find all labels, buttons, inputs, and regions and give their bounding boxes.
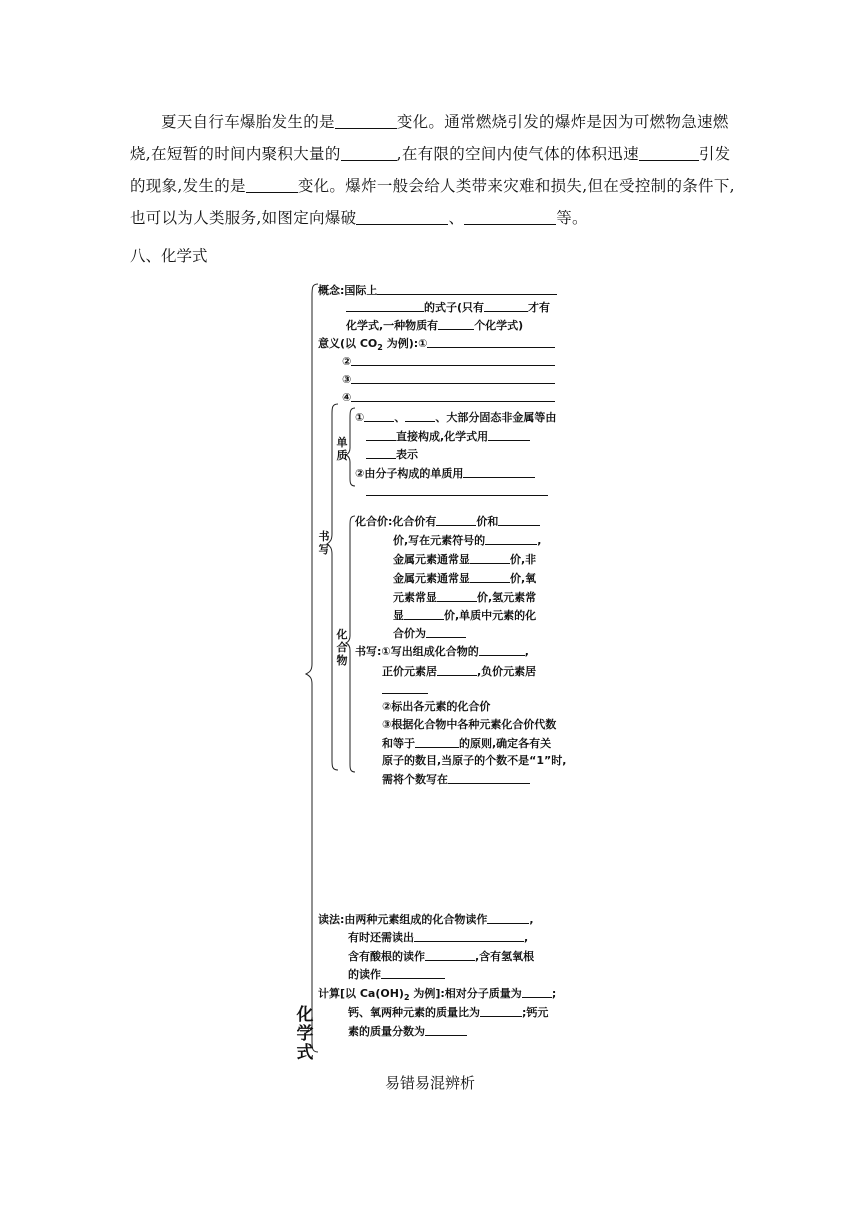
meaning-line-4 xyxy=(342,390,555,405)
valence-line-6 xyxy=(393,608,536,623)
text-segment: 表示 xyxy=(396,448,418,461)
answer-blank[interactable] xyxy=(479,644,525,656)
answer-blank[interactable] xyxy=(437,590,477,602)
text-segment: 价,氧 xyxy=(510,572,537,585)
text-segment: 元素常显 xyxy=(393,591,437,604)
answer-blank[interactable] xyxy=(415,736,459,748)
answer-blank[interactable] xyxy=(364,410,394,422)
valence-line-7 xyxy=(393,626,466,641)
calc-line-1 xyxy=(318,986,556,1005)
writing-label: 书写 xyxy=(318,530,330,556)
answer-blank[interactable] xyxy=(366,429,396,441)
text-segment: 含有酸根的读作 xyxy=(348,950,425,963)
text-segment: 需将个数写在 xyxy=(382,773,448,786)
answer-blank[interactable] xyxy=(480,1005,522,1017)
writing-line-4: ②标出各元素的化合价 xyxy=(382,700,491,713)
answer-blank[interactable] xyxy=(498,514,540,526)
text-segment: 变化。通常燃烧引发的爆炸是因为可燃物急速燃烧,在短暂的时间内聚积大量的 xyxy=(130,113,729,163)
text-segment: 为例]:相对分子质量为 xyxy=(409,987,522,1000)
answer-blank[interactable] xyxy=(346,300,424,312)
text-segment: 合价为 xyxy=(393,627,426,640)
text-segment: , xyxy=(537,534,542,547)
compound-label: 化合物 xyxy=(336,628,348,667)
section-title: 八、化学式 xyxy=(130,247,208,265)
answer-blank[interactable] xyxy=(425,1024,467,1036)
element-line-4 xyxy=(355,466,535,481)
answer-blank[interactable] xyxy=(484,300,528,312)
answer-blank[interactable] xyxy=(436,514,476,526)
reading-line-3 xyxy=(348,949,534,964)
text-segment: 价,单质中元素的化 xyxy=(444,609,537,622)
writing-line-2 xyxy=(382,664,536,679)
text-segment: 的读作 xyxy=(348,968,381,981)
text-segment: 计算[以 Ca(OH) xyxy=(318,987,404,1000)
answer-blank[interactable] xyxy=(470,571,510,583)
answer-blank[interactable] xyxy=(448,772,530,784)
concept-line-1 xyxy=(318,283,557,298)
text-segment: 价,非 xyxy=(510,553,537,566)
text-segment: ;钙元 xyxy=(522,1006,549,1019)
answer-blank[interactable] xyxy=(485,533,537,545)
valence-line-2 xyxy=(393,533,541,548)
concept-line-2 xyxy=(346,300,550,315)
text-segment: 价,写在元素符号的 xyxy=(393,534,486,547)
text-segment: 素的质量分数为 xyxy=(348,1025,425,1038)
text-segment: ③ xyxy=(342,373,352,386)
element-line-3 xyxy=(366,447,418,462)
answer-blank[interactable] xyxy=(366,484,548,496)
answer-blank[interactable] xyxy=(487,912,529,924)
text-segment: , xyxy=(524,931,529,944)
answer-blank[interactable] xyxy=(377,283,557,295)
writing-line-7: 原子的数目,当原子的个数不是“1”时, xyxy=(382,754,567,767)
footer-title: 易错易混辨析 xyxy=(384,1074,475,1092)
meaning-line-1 xyxy=(318,336,555,355)
writing-line-5: ③根据化合物中各种元素化合价代数 xyxy=(382,718,557,731)
answer-blank[interactable] xyxy=(381,967,445,979)
answer-blank[interactable] xyxy=(438,318,474,330)
answer-blank[interactable] xyxy=(405,410,435,422)
text-segment: 、 xyxy=(448,209,465,227)
calc-line-3 xyxy=(348,1024,467,1039)
text-segment: 等。 xyxy=(556,209,588,227)
subscript: 2 xyxy=(377,343,383,353)
element-line-5 xyxy=(366,484,548,499)
reading-line-1 xyxy=(318,912,534,927)
text-segment: 有时还需读出 xyxy=(348,931,414,944)
text-segment: 显 xyxy=(393,609,404,622)
element-line-2 xyxy=(366,429,530,444)
text-segment: 引发的现象,发生的是 xyxy=(130,145,731,195)
subscript: 2 xyxy=(403,993,410,1003)
valence-line-3 xyxy=(393,552,536,567)
text-segment: , xyxy=(529,913,534,926)
answer-blank[interactable] xyxy=(414,930,524,942)
text-segment: 意义(以 CO xyxy=(318,337,378,350)
text-segment: 为例):① xyxy=(382,337,428,350)
meaning-line-3 xyxy=(342,372,555,387)
text-segment: ②由分子构成的单质用 xyxy=(355,467,464,480)
valence-line-5 xyxy=(393,590,536,605)
answer-blank[interactable] xyxy=(351,390,555,402)
writing-line-3 xyxy=(382,682,428,697)
answer-blank[interactable] xyxy=(404,608,444,620)
answer-blank[interactable] xyxy=(382,682,428,694)
concept-line-3 xyxy=(346,318,523,333)
text-segment: 化学式,一种物质有 xyxy=(346,319,439,332)
reading-line-2 xyxy=(348,930,528,945)
valence-line-4 xyxy=(393,571,536,586)
text-segment: 读法:由两种元素组成的化合物读作 xyxy=(318,913,488,926)
root-label: 化学式 xyxy=(296,1005,314,1063)
text-segment: 金属元素通常显 xyxy=(393,572,470,585)
answer-blank[interactable] xyxy=(351,354,555,366)
text-segment: 书写:①写出组成化合物的 xyxy=(355,645,479,658)
text-segment: ; xyxy=(551,987,557,1000)
writing-line-1 xyxy=(355,644,529,659)
element-label: 单质 xyxy=(336,436,348,462)
text-segment: , xyxy=(524,645,529,658)
text-segment: 化合价:化合价有 xyxy=(355,515,437,528)
text-segment: 的原则,确定各有关 xyxy=(459,737,552,750)
answer-blank[interactable] xyxy=(488,429,530,441)
text-segment: ④ xyxy=(342,391,352,404)
text-segment: 、 xyxy=(394,411,406,424)
text-segment: ,含有氢氧根 xyxy=(475,950,535,963)
text-segment: 钙、氧两种元素的质量比为 xyxy=(348,1006,480,1019)
writing-line-6 xyxy=(382,736,551,751)
valence-line-1 xyxy=(355,514,540,529)
answer-blank[interactable] xyxy=(437,664,477,676)
text-segment: 变化。爆炸一般会给人类带来灾难和损失,但在受控制的条件下,也可以为人类服务,如图定向爆破 xyxy=(130,177,735,227)
answer-blank[interactable] xyxy=(426,626,466,638)
text-segment: 价,氢元素常 xyxy=(477,591,537,604)
writing-line-8 xyxy=(382,772,530,787)
answer-blank[interactable] xyxy=(522,986,552,998)
answer-blank[interactable] xyxy=(425,949,475,961)
text-segment: 和等于 xyxy=(382,737,415,750)
text-segment: ② xyxy=(342,355,352,368)
answer-blank[interactable] xyxy=(351,372,555,384)
text-segment: 正价元素居 xyxy=(382,665,437,678)
element-line-1 xyxy=(355,410,556,425)
text-segment: 直接构成,化学式用 xyxy=(396,430,489,443)
text-segment: 价和 xyxy=(476,515,499,528)
answer-blank[interactable] xyxy=(427,336,555,348)
text-segment: 概念:国际上 xyxy=(318,284,378,297)
text-segment: ,在有限的空间内使气体的体积迅速 xyxy=(396,145,639,163)
text-segment: 金属元素通常显 xyxy=(393,553,470,566)
text-segment: 个化学式) xyxy=(474,319,524,332)
calc-line-2 xyxy=(348,1005,548,1020)
text-segment: 、大部分固态非金属等由 xyxy=(435,411,557,424)
answer-blank[interactable] xyxy=(366,447,396,459)
answer-blank[interactable] xyxy=(463,466,535,478)
text-segment: 夏天自行车爆胎发生的是 xyxy=(161,113,335,131)
text-segment: 的式子(只有 xyxy=(424,301,485,314)
answer-blank[interactable] xyxy=(470,552,510,564)
text-segment: ,负价元素居 xyxy=(477,665,537,678)
meaning-line-2 xyxy=(342,354,555,369)
text-segment: ① xyxy=(355,411,365,424)
reading-line-4 xyxy=(348,967,445,982)
text-segment: 才有 xyxy=(528,301,551,314)
